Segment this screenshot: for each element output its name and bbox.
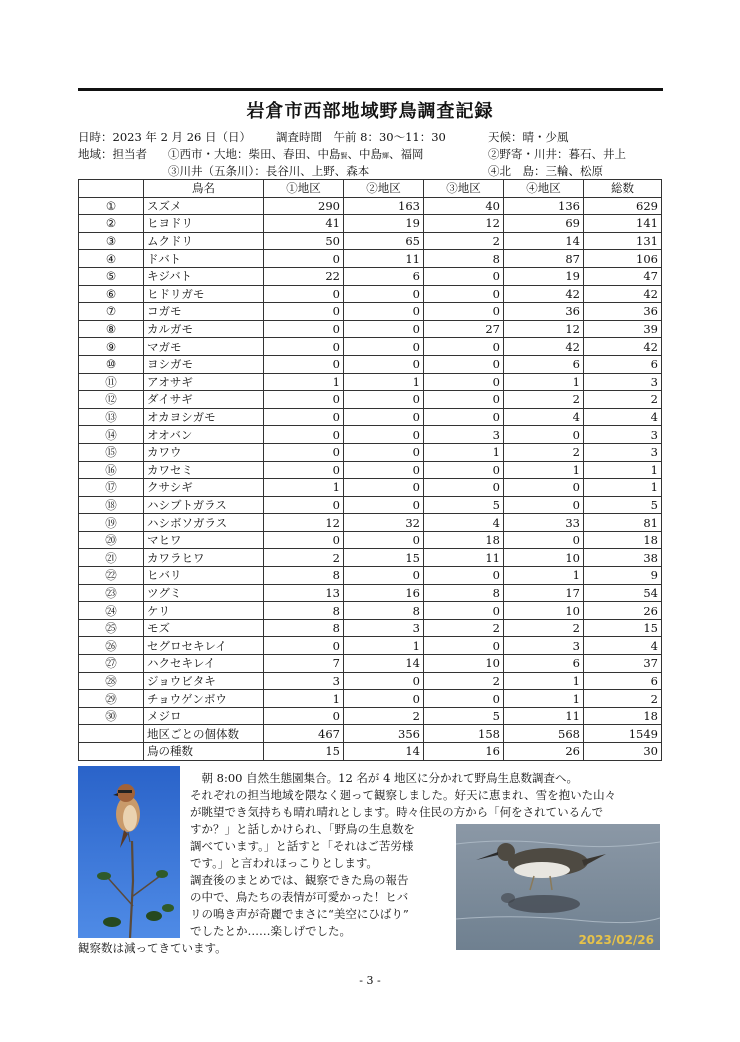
table-row (79, 531, 662, 549)
bird-name: スズメ (144, 197, 264, 215)
count-area-2: 0 (344, 672, 424, 690)
bird-photo-sandpiper (456, 824, 660, 950)
bird-name: チョウゲンボウ (144, 690, 264, 708)
count-total: 106 (584, 250, 662, 268)
count-area-1: 0 (264, 391, 344, 409)
table-row (79, 514, 662, 532)
count-area-3: 5 (424, 496, 504, 514)
count-total: 47 (584, 267, 662, 285)
report-line-8: の中で、鳥たちの表情が可愛かった！ヒバ (190, 890, 409, 904)
count-total: 18 (584, 707, 662, 725)
report-line-5: 調べています。」と話すと「それはご苦労様 (190, 839, 414, 853)
count-total: 629 (584, 197, 662, 215)
count-total: 3 (584, 426, 662, 444)
count-total: 15 (584, 619, 662, 637)
table-row (79, 461, 662, 479)
count-area-3: 40 (424, 197, 504, 215)
count-total: 5 (584, 496, 662, 514)
row-number: ⑰ (79, 479, 144, 497)
report-line-3: が眺望でき気持ちも晴れ晴れとします。時々住民の方から「何をされているんで (190, 805, 604, 819)
bird-name: メジロ (144, 707, 264, 725)
summary-area-1: 15 (264, 743, 344, 761)
table-row (79, 267, 662, 285)
table-row (79, 408, 662, 426)
count-total: 4 (584, 408, 662, 426)
table-row (79, 637, 662, 655)
row-number: ⑨ (79, 338, 144, 356)
count-total: 3 (584, 373, 662, 391)
count-area-2: 0 (344, 690, 424, 708)
count-area-4: 2 (504, 443, 584, 461)
count-area-2: 15 (344, 549, 424, 567)
report-last-line: 観察数は減ってきています。 (78, 941, 227, 955)
table-row (79, 549, 662, 567)
count-total: 6 (584, 672, 662, 690)
header-area-2: ②地区 (344, 180, 424, 198)
table-row (79, 690, 662, 708)
count-area-3: 8 (424, 250, 504, 268)
count-area-3: 0 (424, 391, 504, 409)
count-area-2: 0 (344, 285, 424, 303)
summary-total: 1549 (584, 725, 662, 743)
row-number: ⑳ (79, 531, 144, 549)
count-area-2: 11 (344, 250, 424, 268)
count-area-1: 13 (264, 584, 344, 602)
table-row (79, 391, 662, 409)
count-area-4: 6 (504, 355, 584, 373)
bird-name: ハシボソガラス (144, 514, 264, 532)
bird-name: クサシギ (144, 479, 264, 497)
area-1-assignees (168, 146, 424, 162)
count-total: 3 (584, 443, 662, 461)
table-header-row (79, 180, 662, 198)
count-total: 9 (584, 567, 662, 585)
table-row (79, 443, 662, 461)
area-3-assignees: ③川井（五条川）：長谷川、上野、森本 (168, 164, 370, 178)
count-area-4: 36 (504, 303, 584, 321)
header-area-4: ④地区 (504, 180, 584, 198)
report-line-10: でしたとか……楽しげでした。 (190, 924, 351, 938)
header-bird-name: 鳥名 (144, 180, 264, 198)
count-area-4: 87 (504, 250, 584, 268)
bird-name: ヨシガモ (144, 355, 264, 373)
survey-time: 調査時間 午前 8：30～11：30 (276, 130, 446, 144)
summary-area-2: 14 (344, 743, 424, 761)
summary-total: 30 (584, 743, 662, 761)
count-total: 141 (584, 215, 662, 233)
count-area-1: 0 (264, 303, 344, 321)
count-area-3: 18 (424, 531, 504, 549)
count-area-2: 0 (344, 479, 424, 497)
row-number: ⑭ (79, 426, 144, 444)
count-area-1: 8 (264, 602, 344, 620)
count-area-2: 163 (344, 197, 424, 215)
count-area-2: 0 (344, 567, 424, 585)
row-number: ㉗ (79, 655, 144, 673)
table-row (79, 338, 662, 356)
row-number: ① (79, 197, 144, 215)
count-total: 81 (584, 514, 662, 532)
report-line-9: リの鳴き声が奇麗でまさに“美空にひばり” (190, 907, 409, 921)
bird-name: カワセミ (144, 461, 264, 479)
count-area-1: 7 (264, 655, 344, 673)
count-area-3: 0 (424, 567, 504, 585)
table-row (79, 479, 662, 497)
header-area-3: ③地区 (424, 180, 504, 198)
page-title: 岩倉市西部地域野鳥調査記録 (246, 101, 494, 122)
shrike-illustration (78, 766, 180, 938)
bird-name: ハクセキレイ (144, 655, 264, 673)
row-number: ⑱ (79, 496, 144, 514)
count-total: 131 (584, 232, 662, 250)
count-area-3: 2 (424, 619, 504, 637)
count-total: 42 (584, 338, 662, 356)
area-1-suffix-a: 賢 (340, 152, 348, 160)
survey-date: 日時：2023 年 2 月 26 日（日） (78, 130, 251, 144)
count-area-3: 0 (424, 303, 504, 321)
row-number: ③ (79, 232, 144, 250)
count-area-4: 0 (504, 479, 584, 497)
count-area-3: 0 (424, 479, 504, 497)
row-number: ⑧ (79, 320, 144, 338)
count-area-2: 32 (344, 514, 424, 532)
count-area-1: 12 (264, 514, 344, 532)
count-total: 38 (584, 549, 662, 567)
area-1-suffix-b: 輝 (382, 152, 389, 160)
count-area-4: 12 (504, 320, 584, 338)
row-number: ㉖ (79, 637, 144, 655)
count-area-1: 0 (264, 285, 344, 303)
count-total: 2 (584, 391, 662, 409)
count-area-2: 0 (344, 426, 424, 444)
count-total: 39 (584, 320, 662, 338)
bird-name: カワラヒワ (144, 549, 264, 567)
count-area-3: 0 (424, 602, 504, 620)
count-area-1: 290 (264, 197, 344, 215)
count-area-4: 2 (504, 391, 584, 409)
count-area-4: 17 (504, 584, 584, 602)
count-area-1: 0 (264, 338, 344, 356)
count-area-2: 1 (344, 373, 424, 391)
count-area-3: 0 (424, 285, 504, 303)
count-area-3: 12 (424, 215, 504, 233)
count-area-1: 0 (264, 637, 344, 655)
table-row (79, 426, 662, 444)
count-area-2: 6 (344, 267, 424, 285)
count-total: 37 (584, 655, 662, 673)
count-area-2: 8 (344, 602, 424, 620)
bird-name: アオサギ (144, 373, 264, 391)
photo-date-stamp: 2023/02/26 (578, 933, 654, 947)
count-area-1: 0 (264, 320, 344, 338)
count-area-1: 1 (264, 373, 344, 391)
table-row (79, 250, 662, 268)
table-row (79, 373, 662, 391)
count-area-1: 1 (264, 690, 344, 708)
area-1-names: ①西市・大地：柴田、春田、中島 (168, 147, 341, 161)
table-row (79, 602, 662, 620)
count-area-3: 2 (424, 232, 504, 250)
count-area-4: 136 (504, 197, 584, 215)
count-total: 54 (584, 584, 662, 602)
count-total: 26 (584, 602, 662, 620)
table-row (79, 355, 662, 373)
summary-spacer (79, 725, 144, 743)
count-area-3: 0 (424, 408, 504, 426)
bird-name: ヒバリ (144, 567, 264, 585)
row-number: ⑦ (79, 303, 144, 321)
report-line-1: 朝 8:00 自然生態園集合。12 名が 4 地区に分かれて野鳥生息数調査へ。 (190, 771, 579, 785)
count-area-4: 0 (504, 496, 584, 514)
table-row (79, 303, 662, 321)
count-area-3: 10 (424, 655, 504, 673)
row-number: ⑯ (79, 461, 144, 479)
count-area-2: 0 (344, 391, 424, 409)
bird-name: コガモ (144, 303, 264, 321)
count-area-4: 10 (504, 549, 584, 567)
bird-name: カルガモ (144, 320, 264, 338)
count-total: 6 (584, 355, 662, 373)
page-number: - 3 - (359, 974, 381, 987)
count-area-2: 0 (344, 338, 424, 356)
sandpiper-illustration (456, 824, 660, 950)
row-number: ⑩ (79, 355, 144, 373)
table-row (79, 567, 662, 585)
summary-area-3: 16 (424, 743, 504, 761)
bird-name: カワウ (144, 443, 264, 461)
bird-name: ジョウビタキ (144, 672, 264, 690)
count-area-4: 69 (504, 215, 584, 233)
count-area-4: 4 (504, 408, 584, 426)
bird-name: ツグミ (144, 584, 264, 602)
count-area-3: 0 (424, 461, 504, 479)
table-row (79, 619, 662, 637)
count-area-1: 0 (264, 426, 344, 444)
count-area-1: 0 (264, 531, 344, 549)
row-number: ⑥ (79, 285, 144, 303)
count-area-4: 1 (504, 373, 584, 391)
table-row (79, 197, 662, 215)
report-line-2: それぞれの担当地域を隈なく廻って観察しました。好天に恵まれ、雪を抱いた山々 (190, 788, 617, 802)
count-area-2: 0 (344, 303, 424, 321)
table-row (79, 320, 662, 338)
table-row (79, 215, 662, 233)
count-area-4: 33 (504, 514, 584, 532)
count-total: 4 (584, 637, 662, 655)
count-area-2: 16 (344, 584, 424, 602)
summary-area-2: 356 (344, 725, 424, 743)
count-total: 1 (584, 461, 662, 479)
count-area-4: 1 (504, 567, 584, 585)
bird-photo-shrike (78, 766, 180, 938)
count-area-3: 2 (424, 672, 504, 690)
bird-name: ヒヨドリ (144, 215, 264, 233)
count-area-4: 1 (504, 690, 584, 708)
count-area-2: 3 (344, 619, 424, 637)
bird-name: オオバン (144, 426, 264, 444)
count-area-3: 4 (424, 514, 504, 532)
count-area-2: 0 (344, 320, 424, 338)
count-area-1: 1 (264, 479, 344, 497)
count-area-3: 3 (424, 426, 504, 444)
count-area-2: 14 (344, 655, 424, 673)
row-number: ㉙ (79, 690, 144, 708)
count-area-4: 10 (504, 602, 584, 620)
count-area-4: 1 (504, 461, 584, 479)
count-area-1: 8 (264, 567, 344, 585)
row-number: ⑫ (79, 391, 144, 409)
count-area-2: 2 (344, 707, 424, 725)
header-total: 総数 (584, 180, 662, 198)
count-area-3: 0 (424, 267, 504, 285)
count-area-3: 8 (424, 584, 504, 602)
count-area-1: 8 (264, 619, 344, 637)
summary-area-4: 26 (504, 743, 584, 761)
count-area-1: 41 (264, 215, 344, 233)
header-number (79, 180, 144, 198)
count-area-4: 1 (504, 672, 584, 690)
area-label: 地域：担当者 (78, 147, 147, 161)
bird-name: ダイサギ (144, 391, 264, 409)
count-total: 36 (584, 303, 662, 321)
count-area-1: 0 (264, 461, 344, 479)
count-area-4: 3 (504, 637, 584, 655)
count-area-2: 0 (344, 355, 424, 373)
row-number: ⑲ (79, 514, 144, 532)
count-area-3: 0 (424, 690, 504, 708)
count-area-1: 0 (264, 496, 344, 514)
bird-count-table (78, 179, 662, 761)
count-area-1: 0 (264, 707, 344, 725)
row-number: ㉓ (79, 584, 144, 602)
summary-row (79, 725, 662, 743)
table-row (79, 672, 662, 690)
table-row (79, 655, 662, 673)
top-rule (78, 88, 663, 91)
row-number: ㉘ (79, 672, 144, 690)
bird-name: マヒワ (144, 531, 264, 549)
bird-name: マガモ (144, 338, 264, 356)
count-area-3: 27 (424, 320, 504, 338)
table-row (79, 584, 662, 602)
area-1-names-mid: 、中島 (347, 147, 382, 161)
count-area-2: 0 (344, 443, 424, 461)
bird-name: モズ (144, 619, 264, 637)
count-area-1: 22 (264, 267, 344, 285)
survey-weather: 天候：晴・少風 (488, 130, 569, 144)
count-area-4: 14 (504, 232, 584, 250)
summary-row (79, 743, 662, 761)
count-area-2: 0 (344, 531, 424, 549)
row-number: ㉒ (79, 567, 144, 585)
row-number: ⑬ (79, 408, 144, 426)
summary-area-4: 568 (504, 725, 584, 743)
summary-label: 鳥の種数 (144, 743, 264, 761)
count-area-1: 0 (264, 443, 344, 461)
table-body (79, 197, 662, 760)
bird-name: オカヨシガモ (144, 408, 264, 426)
table-row (79, 496, 662, 514)
bird-name: ヒドリガモ (144, 285, 264, 303)
bird-name: セグロセキレイ (144, 637, 264, 655)
area-2-assignees: ②野寄・川井：暮石、井上 (488, 147, 626, 161)
table-row (79, 232, 662, 250)
summary-area-3: 158 (424, 725, 504, 743)
count-total: 42 (584, 285, 662, 303)
count-area-3: 0 (424, 637, 504, 655)
count-area-4: 0 (504, 531, 584, 549)
count-area-4: 42 (504, 338, 584, 356)
count-area-2: 19 (344, 215, 424, 233)
count-area-1: 50 (264, 232, 344, 250)
count-area-2: 1 (344, 637, 424, 655)
row-number: ㉕ (79, 619, 144, 637)
bird-name: ケリ (144, 602, 264, 620)
count-area-1: 0 (264, 408, 344, 426)
bird-name: ドバト (144, 250, 264, 268)
count-area-2: 0 (344, 408, 424, 426)
count-area-4: 2 (504, 619, 584, 637)
row-number: ㉑ (79, 549, 144, 567)
bird-name: ムクドリ (144, 232, 264, 250)
count-area-2: 0 (344, 461, 424, 479)
summary-area-1: 467 (264, 725, 344, 743)
count-area-3: 5 (424, 707, 504, 725)
count-area-3: 11 (424, 549, 504, 567)
count-area-3: 0 (424, 355, 504, 373)
row-number: ⑮ (79, 443, 144, 461)
row-number: ④ (79, 250, 144, 268)
row-number: ㉔ (79, 602, 144, 620)
row-number: ⑪ (79, 373, 144, 391)
count-area-1: 0 (264, 355, 344, 373)
row-number: ⑤ (79, 267, 144, 285)
bird-name: ハシブトガラス (144, 496, 264, 514)
report-line-7: 調査後のまとめでは、観察できた鳥の報告 (190, 873, 409, 887)
area-4-assignees: ④北 島：三輪、松原 (488, 164, 603, 178)
count-total: 2 (584, 690, 662, 708)
summary-spacer (79, 743, 144, 761)
count-area-4: 6 (504, 655, 584, 673)
table-row (79, 707, 662, 725)
row-number: ② (79, 215, 144, 233)
count-area-1: 2 (264, 549, 344, 567)
count-area-1: 0 (264, 250, 344, 268)
count-total: 1 (584, 479, 662, 497)
report-line-4: すか？」と話しかけられ、「野鳥の生息数を (190, 822, 415, 836)
count-area-3: 0 (424, 338, 504, 356)
count-area-3: 1 (424, 443, 504, 461)
count-area-4: 19 (504, 267, 584, 285)
count-area-4: 11 (504, 707, 584, 725)
bird-name: キジバト (144, 267, 264, 285)
count-area-4: 0 (504, 426, 584, 444)
count-total: 18 (584, 531, 662, 549)
count-area-4: 42 (504, 285, 584, 303)
count-area-2: 0 (344, 496, 424, 514)
count-area-3: 0 (424, 373, 504, 391)
table-row (79, 285, 662, 303)
area-1-names-tail: 、福岡 (389, 147, 424, 161)
count-area-1: 3 (264, 672, 344, 690)
row-number: ㉚ (79, 707, 144, 725)
header-area-1: ①地区 (264, 180, 344, 198)
report-line-6: です。」と言われほっこりとします。 (190, 856, 378, 870)
count-area-2: 65 (344, 232, 424, 250)
summary-label: 地区ごとの個体数 (144, 725, 264, 743)
